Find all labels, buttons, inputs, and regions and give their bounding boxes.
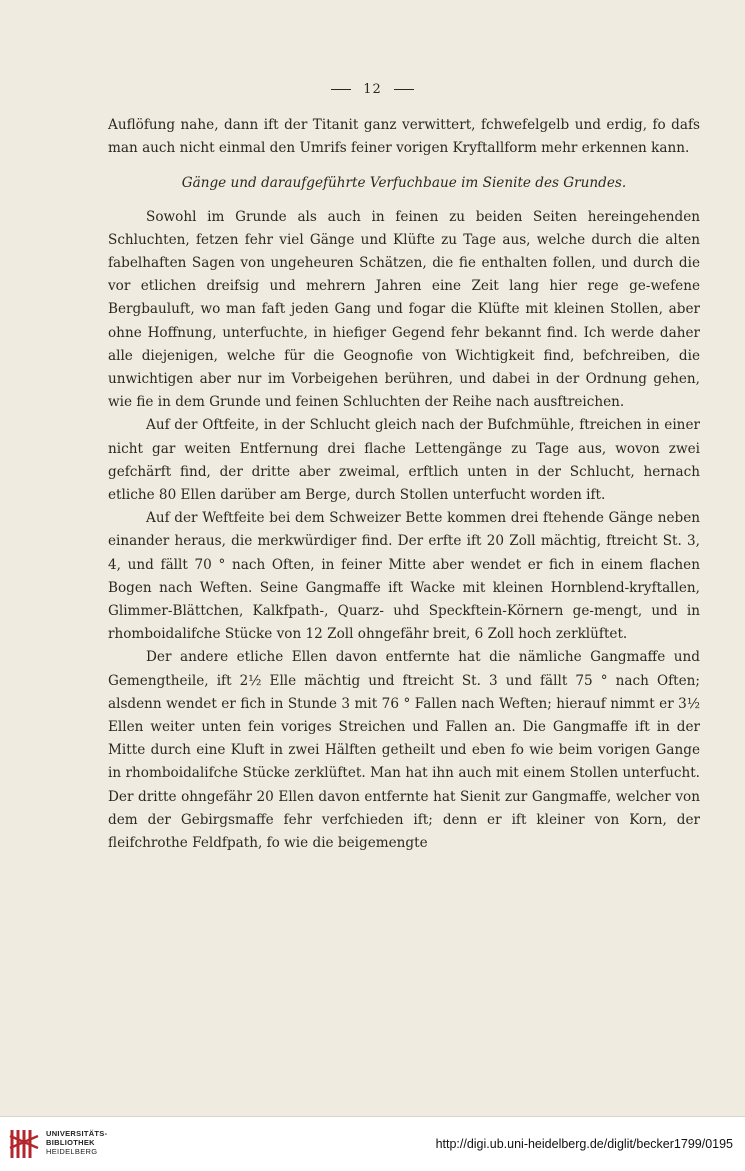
university-library-logo-icon xyxy=(8,1126,42,1162)
paragraph: Auf der Oftfeite, in der Schlucht gleich nach der Bufchmühle, ftreichen in einer nicht gar weiten Entfernung drei flache Lettengänge zu Tage aus, wovon zwei gefchärft find, der dritte aber zweimal, erftlich unten in der Schlucht, hernach etliche 80 Ellen darüber am Berge, durch Stollen unterfucht worden ift. xyxy=(108,417,700,504)
paragraph: Auflöfung nahe, dann ift der Titanit ganz verwittert, fchwefelgelb und erdig, fo dafs man auch nicht einmal den Umrifs feiner vorigen Kryftallform mehr erkennen kann. xyxy=(108,117,700,157)
dash-right xyxy=(394,89,414,90)
section-heading: Gänge und daraufgeführte Verfuchbaue im Sienite des Grundes. xyxy=(181,175,627,192)
paragraph: Der andere etliche Ellen davon entfernte hat die nämliche Gangmaffe und Gemengtheile, ift 2½ Elle mächtig und ftreicht St. 3 und fällt 75 ° nach Often; alsdenn wendet er fich in Stunde 3 mit 76 ° Fallen nach Weften; hierauf nimmt er 3½ Ellen weiter unten fein voriges Streichen und Fallen an. Die Gangmaffe ift in der Mitte durch eine Kluft in zwei Hälften getheilt und eben fo wie beim vorigen Gange in rhomboidalifche Stücke zerklüftet. Man hat ihn auch mit einem Stollen unterfucht. Der dritte ohngefähr 20 Ellen davon entfernte hat Sienit zur Gangmaffe, welcher von dem der Gebirgsmaffe fehr verfchieden ift; denn er ift kleiner von Korn, der fleifchrothe Feldfpath, fo wie die beigemengte xyxy=(108,649,700,852)
page-number-header xyxy=(0,82,745,97)
dash-left xyxy=(331,89,351,90)
source-url-link[interactable]: http://digi.ub.uni-heidelberg.de/diglit/becker1799/0195 xyxy=(435,1137,733,1151)
page-number: 12 xyxy=(363,82,382,97)
paragraph: Sowohl im Grunde als auch in feinen zu beiden Seiten hereingehenden Schluchten, fetzen fehr viel Gänge und Klüfte zu Tage aus, welche durch die alten fabelhaften Sagen von ungeheuren Schätzen, die fie enthalten follen, und durch die vor etlichen dreifsig und mehrern Jahren eine Zeit lang hier rege ge-wefene Bergbauluft, wo man faft jeden Gang und fogar die Klüfte mit kleinen Stollen, aber ohne Hoffnung, unterfuchte, in hiefiger Gegend fehr bekannt find. Ich werde daher alle diejenigen, welche für die Geognofie von Wichtigkeit find, befchreiben, die unwichtigen aber nur im Vorbeigehen berühren, und dabei in der Ordnung gehen, wie fie in dem Grunde und feinen Schluchten der Reihe nach ausftreichen. xyxy=(108,208,700,411)
paragraph: Auf der Weftfeite bei dem Schweizer Bette kommen drei ftehende Gänge neben einander heraus, die merkwürdiger find. Der erfte ift 20 Zoll mächtig, ftreicht St. 3, 4, und fällt 70 ° nach Often, in feiner Mitte aber wendet er fich in einem flachen Bogen nach Weften. Seine Gangmaffe ift Wacke mit kleinen Hornblend-kryftallen, Glimmer-Blättchen, Kalkfpath-, Quarz- uhd Speckftein-Körnern ge-mengt, und in rhomboidalifche Stücke von 12 Zoll ohngefähr breit, 6 Zoll hoch zerklüftet. xyxy=(108,510,700,643)
footer-bar xyxy=(0,1116,745,1171)
page-text xyxy=(108,114,700,855)
library-name: UNIVERSITÄTS- BIBLIOTHEK HEIDELBERG xyxy=(46,1129,108,1156)
